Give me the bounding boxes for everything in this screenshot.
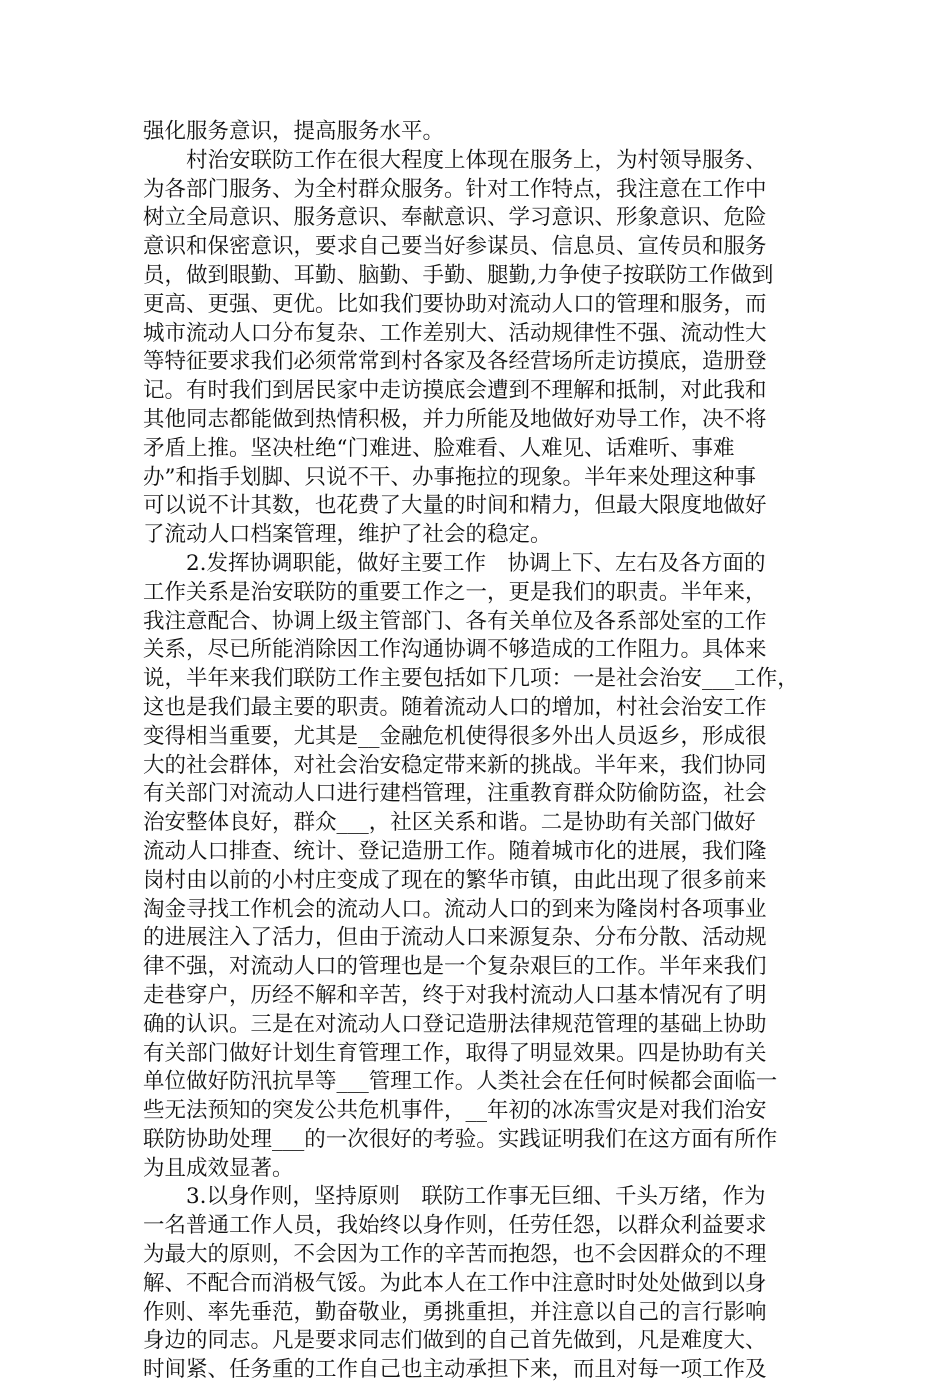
text-line: 记。有时我们到居民家中走访摸底会遭到不理解和抵制，对此我和 <box>143 378 767 404</box>
text-line: 身边的同志。凡是要求同志们做到的自己首先做到，凡是难度大、 <box>143 1328 767 1354</box>
text-line: 单位做好防汛抗旱等___管理工作。人类社会在任何时候都会面临一 <box>143 1069 778 1095</box>
text-line: 关系，尽已所能消除因工作沟通协调不够造成的工作阻力。具体来 <box>143 637 767 663</box>
text-line: 有关部门对流动人口进行建档管理，注重教育群众防偷防盗，社会 <box>143 781 767 807</box>
text-line: 有关部门做好计划生育管理工作，取得了明显效果。四是协助有关 <box>143 1040 767 1066</box>
text-line: 我注意配合、协调上级主管部门、各有关单位及各系部处室的工作 <box>143 608 767 634</box>
text-line: 的进展注入了活力，但由于流动人口来源复杂、分布分散、活动规 <box>143 925 767 951</box>
text-line: 岗村由以前的小村庄变成了现在的繁华市镇，由此出现了很多前来 <box>143 867 767 893</box>
text-line: 解、不配合而消极气馁。为此本人在工作中注意时时处处做到以身 <box>143 1270 767 1296</box>
document-body <box>143 118 813 1385</box>
text-line: 等特征要求我们必须常常到村各家及各经营场所走访摸底，造册登 <box>143 349 767 375</box>
text-line: 办”和指手划脚、只说不干、办事拖拉的现象。半年来处理这种事 <box>143 464 756 490</box>
text-line: 确的认识。三是在对流动人口登记造册法律规范管理的基础上协助 <box>143 1011 767 1037</box>
text-line: 作则、率先垂范，勤奋敬业，勇挑重担，并注意以自己的言行影响 <box>143 1299 767 1325</box>
text-line: 为各部门服务、为全村群众服务。针对工作特点，我注意在工作中 <box>143 176 767 202</box>
text-line: 村治安联防工作在很大程度上体现在服务上，为村领导服务、 <box>186 147 767 173</box>
text-line: 说，半年来我们联防工作主要包括如下几项：一是社会治安___工作， <box>143 666 799 692</box>
text-line: 为且成效显著。 <box>143 1155 294 1181</box>
text-line: 意识和保密意识，要求自己要当好参谋员、信息员、宣传员和服务 <box>143 234 767 260</box>
text-line: 些无法预知的突发公共危机事件，__年初的冰冻雪灾是对我们治安 <box>143 1098 767 1124</box>
text-line: 变得相当重要，尤其是__金融危机使得很多外出人员返乡，形成很 <box>143 723 767 749</box>
text-line: 树立全局意识、服务意识、奉献意识、学习意识、形象意识、危险 <box>143 205 767 231</box>
text-line: 律不强，对流动人口的管理也是一个复杂艰巨的工作。半年来我们 <box>143 954 767 980</box>
text-line: 了流动人口档案管理，维护了社会的稳定。 <box>143 522 552 548</box>
text-line: 一名普通工作人员，我始终以身作则，任劳任怨，以群众利益要求 <box>143 1213 767 1239</box>
text-line: 强化服务意识，提高服务水平。 <box>143 119 445 144</box>
text-line: 3.以身作则，坚持原则 联防工作事无巨细、千头万绪，作为 <box>186 1184 766 1210</box>
text-line: 流动人口排查、统计、登记造册工作。随着城市化的进展，我们隆 <box>143 838 767 864</box>
text-line: 2.发挥协调职能，做好主要工作 协调上下、左右及各方面的 <box>186 550 766 576</box>
text-line: 大的社会群体，对社会治安稳定带来新的挑战。半年来，我们协同 <box>143 752 767 778</box>
text-line: 可以说不计其数，也花费了大量的时间和精力，但最大限度地做好 <box>143 493 767 519</box>
text-line: 时间紧、任务重的工作自己也主动承担下来，而且对每一项工作及 <box>143 1357 767 1383</box>
text-line: 工作关系是治安联防的重要工作之一，更是我们的职责。半年来， <box>143 579 767 605</box>
text-line: 城市流动人口分布复杂、工作差别大、活动规律性不强、流动性大 <box>143 320 767 346</box>
text-line: 联防协助处理___的一次很好的考验。实践证明我们在这方面有所作 <box>143 1126 778 1152</box>
text-line: 治安整体良好，群众___，社区关系和谐。二是协助有关部门做好 <box>143 810 756 836</box>
text-line: 矛盾上推。坚决杜绝“门难进、脸难看、人难见、话难听、事难 <box>143 435 735 461</box>
text-line: 为最大的原则，不会因为工作的辛苦而抱怨，也不会因群众的不理 <box>143 1242 767 1268</box>
text-line: 其他同志都能做到热情积极，并力所能及地做好劝导工作，决不将 <box>143 406 767 432</box>
text-line: 走巷穿户，历经不解和辛苦，终于对我村流动人口基本情况有了明 <box>143 982 767 1008</box>
text-line: 淘金寻找工作机会的流动人口。流动人口的到来为隆岗村各项事业 <box>143 896 767 922</box>
text-line: 员，做到眼勤、耳勤、脑勤、手勤、腿勤,力争使子按联防工作做到 <box>143 262 774 288</box>
text-line: 更高、更强、更优。比如我们要协助对流动人口的管理和服务，而 <box>143 291 767 317</box>
text-line: 这也是我们最主要的职责。随着流动人口的增加，村社会治安工作 <box>143 694 767 720</box>
